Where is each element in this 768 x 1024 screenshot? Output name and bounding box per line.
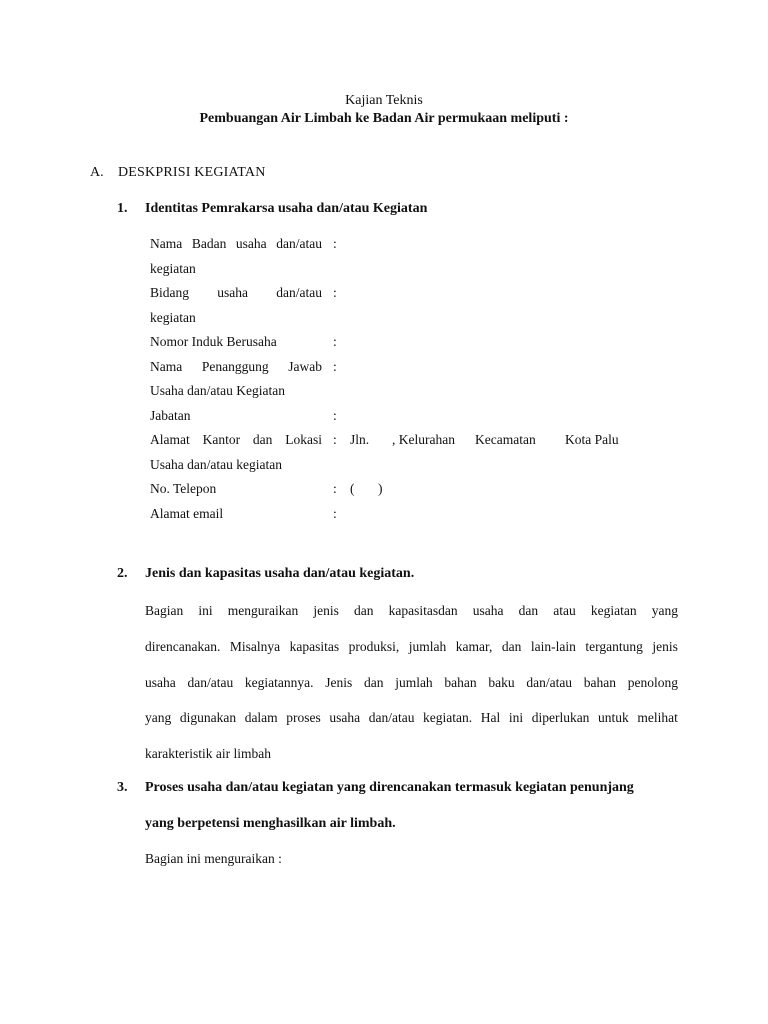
item-2-heading: Jenis dan kapasitas usaha dan/atau kegiatan. [145,566,415,581]
field-colon: : [333,358,337,374]
field-colon: : [333,505,337,521]
address-kelurahan: , Kelurahan [392,432,455,447]
address-jln: Jln. [350,432,370,447]
field-colon: : [333,407,337,423]
paragraph-line: yang digunakan dalam proses usaha dan/atau kegiatan. Hal ini diperlukan untuk melihat [145,710,678,726]
field-colon: : [333,236,337,251]
field-colon: : [333,481,337,496]
item-2-number: 2. [117,566,128,581]
phone-open-paren: ( [350,481,355,496]
field-label: Nomor Induk Berusaha [150,334,277,349]
field-label: Alamat email [150,505,224,521]
field-label: Nama Penanggung Jawab Usaha dan/atau Kegiatan [150,358,322,398]
field-colon: : [333,285,337,300]
field-colon: : [333,334,337,349]
item-1-number: 1. [117,201,128,216]
item-3-heading-line-2: yang berpetensi menghasilkan air limbah. [145,816,396,831]
field-label: Jabatan [150,407,191,423]
item-3-number: 3. [117,780,128,795]
section-a-letter: A. [90,165,104,180]
address-kecamatan: Kecamatan [475,432,536,447]
document-title: Kajian Teknis [345,93,423,108]
field-colon: : [333,432,337,447]
paragraph-line: karakteristik air limbah [145,746,271,762]
item-2-paragraph [145,593,678,772]
paragraph-line: usaha dan/atau kegiatannya. Jenis dan jumlah bahan baku dan/atau bahan penolong [145,674,678,690]
item-3-body: Bagian ini menguraikan : [145,851,282,866]
field-label: Alamat Kantor dan Lokasi Usaha dan/atau kegiatan [150,432,322,472]
section-a-title: DESKPRISI KEGIATAN [118,165,266,180]
field-label: Nama Badan usaha dan/atau kegiatan [150,236,322,276]
address-kota: Kota Palu [565,432,619,447]
document-subtitle: Pembuangan Air Limbah ke Badan Air permukaan meliputi : [199,111,569,126]
paragraph-line: Bagian ini menguraikan jenis dan kapasitasdan usaha dan atau kegiatan yang [145,603,678,618]
item-1-heading: Identitas Pemrakarsa usaha dan/atau Kegiatan [145,201,428,216]
field-label: Bidang usaha dan/atau kegiatan [150,285,322,325]
field-label: No. Telepon [150,481,217,496]
phone-close-paren: ) [378,481,383,496]
paragraph-line: direncanakan. Misalnya kapasitas produksi, jumlah kamar, dan lain-lain tergantung jenis [145,638,678,654]
item-3-heading-line-1: Proses usaha dan/atau kegiatan yang direncanakan termasuk kegiatan penunjang [145,780,634,795]
